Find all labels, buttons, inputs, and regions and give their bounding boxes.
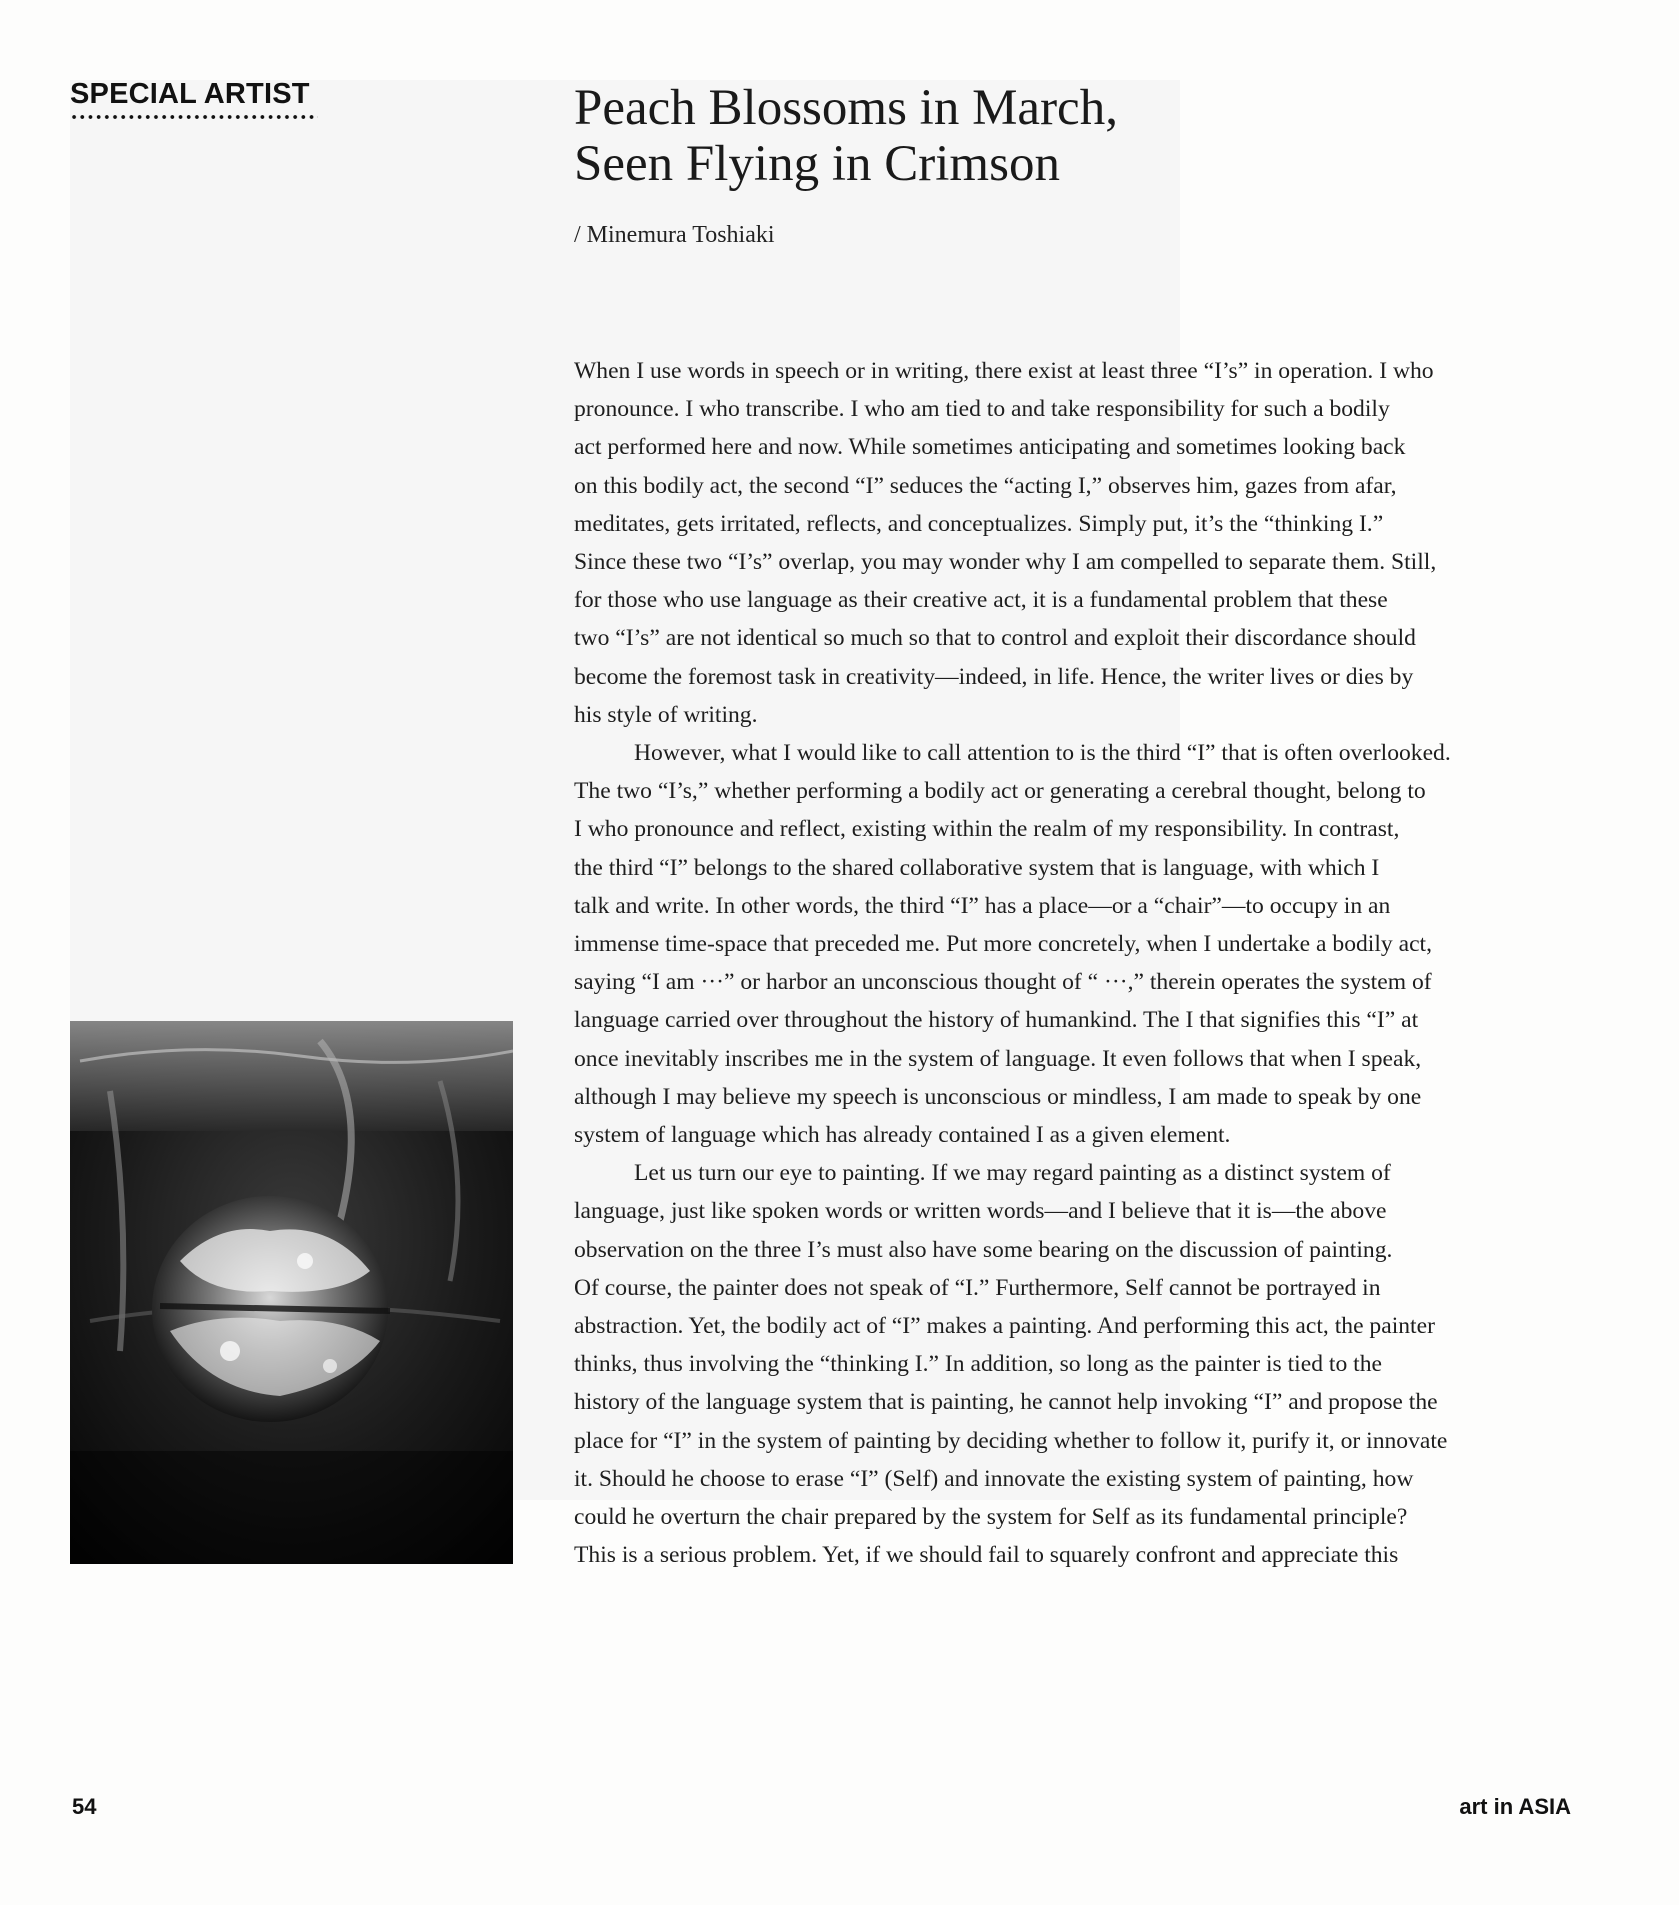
article-paragraph — [574, 734, 1574, 1154]
magazine-name: art in ASIA — [1459, 1794, 1571, 1819]
text-line: immense time-space that preceded me. Put more concretely, when I undertake a bodily act, — [574, 931, 1432, 958]
text-line: act performed here and now. While sometimes anticipating and sometimes looking back — [574, 434, 1406, 461]
text-line: system of language which has already contained I as a given element. — [574, 1122, 1231, 1149]
article-title-line: Seen Flying in Crimson — [574, 136, 1060, 192]
text-line: I who pronounce and reflect, existing within the realm of my responsibility. In contrast, — [574, 816, 1400, 843]
text-line: abstraction. Yet, the bodily act of “I” makes a painting. And performing this act, the painter — [574, 1313, 1435, 1340]
article-title-line: Peach Blossoms in March, — [574, 80, 1118, 136]
text-line: it. Should he choose to erase “I” (Self) and innovate the existing system of painting, how — [574, 1465, 1414, 1492]
text-line: Let us turn our eye to painting. If we may regard painting as a distinct system of — [634, 1160, 1391, 1187]
text-line: However, what I would like to call attention to is the third “I” that is often overlooked. — [634, 740, 1451, 767]
text-line: This is a serious problem. Yet, if we should fail to squarely confront and appreciate this — [574, 1542, 1399, 1569]
text-line: language carried over throughout the history of humankind. The I that signifies this “I” at — [574, 1007, 1419, 1034]
artwork-image — [70, 1021, 513, 1564]
section-label: SPECIAL ARTIST — [70, 78, 310, 110]
text-line: When I use words in speech or in writing, there exist at least three “I’s” in operation. I who — [574, 358, 1434, 384]
text-line: his style of writing. — [574, 701, 758, 728]
text-line: two “I’s” are not identical so much so that to control and exploit their discordance should — [574, 625, 1416, 652]
text-line: The two “I’s,” whether performing a bodily act or generating a cerebral thought, belong to — [574, 778, 1426, 805]
page-number: 54 — [72, 1794, 97, 1819]
text-line: although I may believe my speech is unconscious or mindless, I am made to speak by one — [574, 1083, 1422, 1110]
text-line: place for “I” in the system of painting by deciding whether to follow it, purify it, or innovate — [574, 1427, 1448, 1454]
text-line: Of course, the painter does not speak of “I.” Furthermore, Self cannot be portrayed in — [574, 1274, 1381, 1301]
article-byline: / Minemura Toshiaki — [574, 222, 775, 248]
abstract-painting-image — [70, 1021, 513, 1564]
text-line: saying “I am ···” or harbor an unconscious thought of “ ···,” therein operates the system of — [574, 969, 1432, 996]
text-line: for those who use language as their creative act, it is a fundamental problem that these — [574, 587, 1388, 614]
section-label-dotted-rule — [70, 114, 318, 120]
text-line: thinks, thus involving the “thinking I.” In addition, so long as the painter is tied to the — [574, 1351, 1382, 1378]
article-paragraph — [574, 352, 1574, 734]
text-line: Since these two “I’s” overlap, you may wonder why I am compelled to separate them. Still, — [574, 549, 1437, 576]
text-line: observation on the three I’s must also have some bearing on the discussion of painting. — [574, 1236, 1393, 1263]
text-line: the third “I” belongs to the shared collaborative system that is language, with which I — [574, 854, 1380, 881]
text-line: become the foremost task in creativity—indeed, in life. Hence, the writer lives or dies by — [574, 663, 1414, 690]
text-line: history of the language system that is painting, he cannot help invoking “I” and propose the — [574, 1389, 1438, 1416]
article-title — [574, 80, 1274, 192]
text-line: could he overturn the chair prepared by the system for Self as its fundamental principle? — [574, 1504, 1408, 1531]
text-line: language, just like spoken words or written words—and I believe that it is—the above — [574, 1198, 1387, 1225]
text-line: pronounce. I who transcribe. I who am tied to and take responsibility for such a bodily — [574, 396, 1390, 423]
text-line: meditates, gets irritated, reflects, and conceptualizes. Simply put, it’s the “thinking I.” — [574, 510, 1384, 537]
text-line: once inevitably inscribes me in the system of language. It even follows that when I speak, — [574, 1045, 1422, 1072]
article-paragraph — [574, 1154, 1574, 1574]
article-body — [574, 352, 1574, 1575]
text-line: talk and write. In other words, the third “I” has a place—or a “chair”—to occupy in an — [574, 892, 1391, 919]
text-line: on this bodily act, the second “I” seduces the “acting I,” observes him, gazes from afar, — [574, 472, 1397, 499]
